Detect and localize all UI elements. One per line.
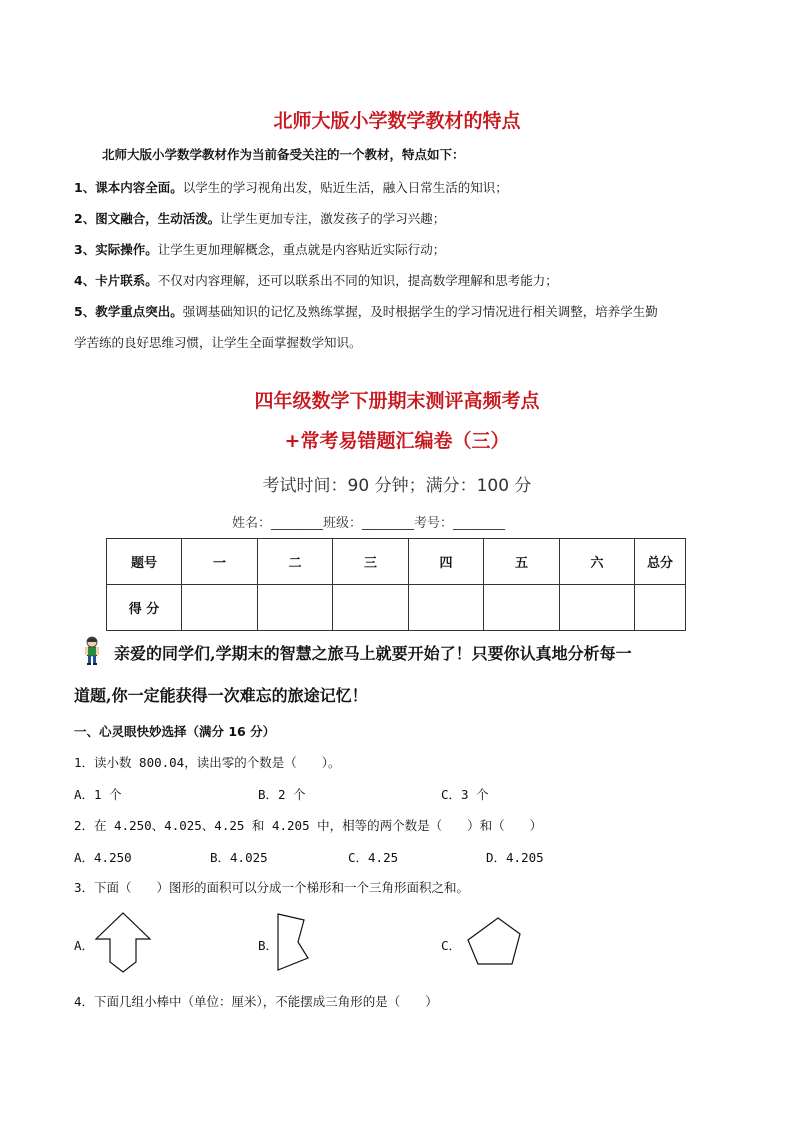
- intro-text: 北师大版小学数学教材作为当前备受关注的一个教材，特点如下：: [102, 147, 465, 162]
- question-1-option-c[interactable]: C．3 个: [441, 787, 489, 802]
- table-row: [107, 539, 686, 585]
- exam-title-line-1: 四年级数学下册期末测评高频考点: [254, 390, 540, 412]
- score-cell[interactable]: [182, 585, 258, 631]
- point-4: [74, 271, 558, 289]
- section-1-title: 一、心灵眼快妙选择（满分 16 分）: [74, 724, 276, 739]
- point-text: 强调基础知识的记忆及熟练掌握，及时根据学生的学习情况进行相关调整，培养学生勤: [182, 304, 658, 319]
- motivation-line-2: 道题,你一定能获得一次难忘的旅途记忆！: [74, 686, 368, 705]
- table-header-cell: 三: [333, 539, 409, 585]
- question-2-option-c[interactable]: C．4.25: [348, 850, 399, 865]
- document-title: 北师大版小学数学教材的特点: [273, 110, 521, 132]
- arrow-shape-figure: [94, 912, 152, 974]
- question-2-option-d[interactable]: D．4.205: [486, 850, 544, 865]
- point-number: 2、: [74, 211, 96, 226]
- question-3-option-a[interactable]: A．: [74, 938, 95, 953]
- point-text: 以学生的学习视角出发，贴近生活，融入日常生活的知识；: [182, 180, 508, 195]
- point-heading: 教学重点突出。: [95, 304, 183, 319]
- point-3: [74, 240, 445, 258]
- exam-info: 考试时间：90 分钟；满分：100 分: [262, 476, 532, 496]
- motivation-line-1: 亲爱的同学们,学期末的智慧之旅马上就要开始了！只要你认真地分析每一: [114, 644, 632, 663]
- point-heading: 图文融合，生动活泼。: [95, 211, 221, 226]
- point-heading: 课本内容全面。: [95, 180, 183, 195]
- point-heading: 卡片联系。: [95, 273, 158, 288]
- table-header-cell: 六: [560, 539, 635, 585]
- question-2-stem: 2．在 4.250、4.025、4.25 和 4.205 中，相等的两个数是（ ）和（ ）: [74, 818, 543, 833]
- question-3-option-b[interactable]: B．: [258, 938, 279, 953]
- table-header-cell: 五: [484, 539, 560, 585]
- point-number: 4、: [74, 273, 96, 288]
- point-text: 不仅对内容理解，还可以联系出不同的知识，提高数学理解和思考能力；: [157, 273, 558, 288]
- score-table: [106, 538, 686, 631]
- point-number: 5、: [74, 304, 96, 319]
- question-2-option-a[interactable]: A．4.250: [74, 850, 132, 865]
- score-cell[interactable]: [409, 585, 484, 631]
- point-text: 让学生更加理解概念，重点就是内容贴近实际行动；: [157, 242, 446, 257]
- student-figure-icon: [80, 636, 104, 666]
- score-cell[interactable]: [333, 585, 409, 631]
- score-cell[interactable]: [258, 585, 333, 631]
- point-2: [74, 209, 445, 227]
- point-5: [74, 302, 658, 320]
- table-header-cell: 题号: [107, 539, 182, 585]
- exam-title-line-2: +常考易错题汇编卷（三）: [284, 430, 510, 452]
- score-row-label: 得 分: [107, 585, 182, 631]
- pentagon-figure: [466, 916, 524, 968]
- student-fields: 姓名：________班级：________考号：________: [232, 516, 506, 531]
- question-3-stem: 3．下面（ ）图形的面积可以分成一个梯形和一个三角形面积之和。: [74, 880, 470, 895]
- score-cell[interactable]: [484, 585, 560, 631]
- point-number: 1、: [74, 180, 96, 195]
- notched-shape-figure: [276, 912, 312, 972]
- table-row: [107, 585, 686, 631]
- table-header-cell: 一: [182, 539, 258, 585]
- point-number: 3、: [74, 242, 96, 257]
- question-1-option-b[interactable]: B．2 个: [258, 787, 306, 802]
- point-heading: 实际操作。: [95, 242, 158, 257]
- score-cell[interactable]: [560, 585, 635, 631]
- table-header-cell: 二: [258, 539, 333, 585]
- question-3-option-c[interactable]: C．: [441, 938, 462, 953]
- question-2-option-b[interactable]: B．4.025: [210, 850, 268, 865]
- score-cell[interactable]: [635, 585, 686, 631]
- question-1-option-a[interactable]: A．1 个: [74, 787, 122, 802]
- question-4-stem: 4．下面几组小棒中（单位：厘米），不能摆成三角形的是（ ）: [74, 994, 438, 1009]
- point-text: 让学生更加专注，激发孩子的学习兴趣；: [220, 211, 446, 226]
- point-5-continued: 学苦练的良好思维习惯，让学生全面掌握数学知识。: [74, 335, 362, 350]
- point-1: [74, 178, 508, 196]
- question-1-stem: 1．读小数 800.04，读出零的个数是（ ）。: [74, 755, 341, 770]
- table-header-cell: 四: [409, 539, 484, 585]
- table-header-cell: 总分: [635, 539, 686, 585]
